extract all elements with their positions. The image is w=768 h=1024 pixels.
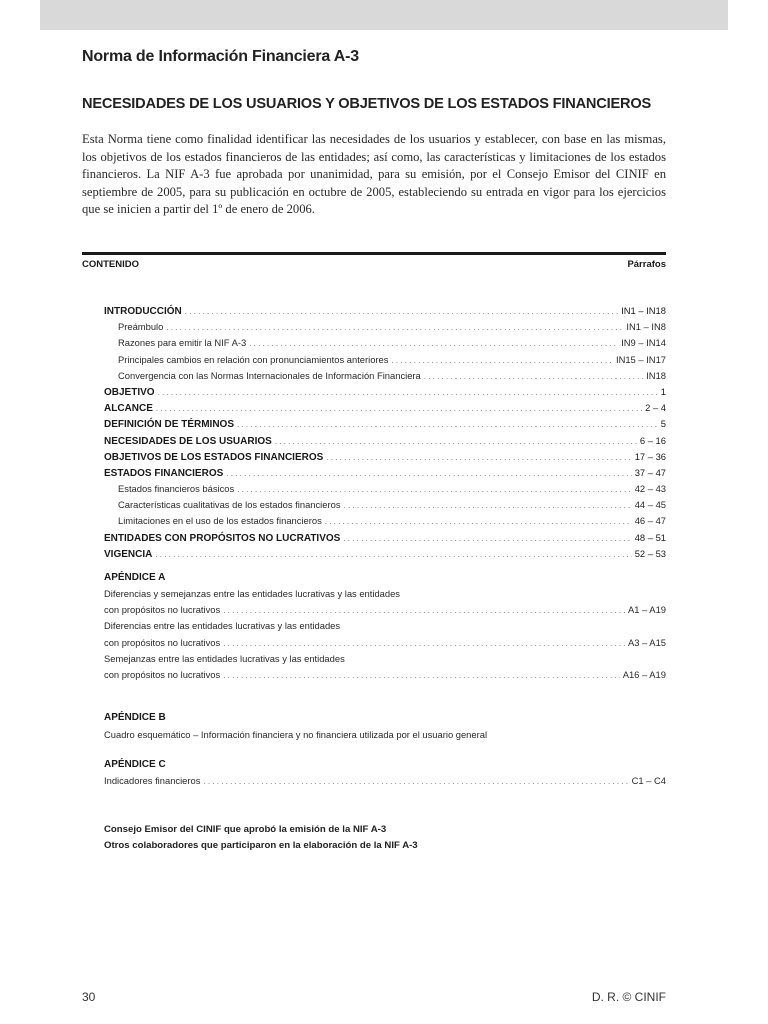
appendix-entry-label: Indicadores financieros [104,775,201,786]
appendix-entry-label: con propósitos no lucrativos [104,636,221,648]
paragraphs-label: Párrafos [627,259,666,270]
toc-label: Razones para emitir la NIF A-3 [118,337,247,349]
closing-notes [104,822,418,854]
closing-line: Otros colaboradores que participaron en la elaboración de la NIF A-3 [104,840,418,851]
toc-entry[interactable] [104,384,666,400]
toc-label: OBJETIVOS DE LOS ESTADOS FINANCIEROS [104,451,324,463]
appendix-entry[interactable] [104,667,666,683]
appendix-entry-range: A1 – A19 [627,604,666,616]
appendix-a-title: APÉNDICE A [104,572,166,583]
toc-label: Convergencia con las Normas Internacionales de Información Financiera [118,369,421,381]
appendix-entry[interactable] [104,773,666,789]
toc-entry[interactable] [104,400,666,416]
toc-entry[interactable] [104,319,666,335]
toc-label: Limitaciones en el uso de los estados financieros [118,515,322,527]
toc-label: DEFINICIÓN DE TÉRMINOS [104,419,235,431]
appendix-b-title: APÉNDICE B [104,712,166,723]
toc-range: 37 – 47 [634,466,666,478]
copyright-notice: D. R. © CINIF [591,990,666,1004]
appendix-entry-text: Semejanzas entre las entidades lucrativas y las entidades [104,652,345,664]
appendix-entry[interactable] [104,602,666,618]
toc-range: 5 [660,418,666,430]
toc-entry[interactable] [104,481,666,497]
toc-entry[interactable] [104,335,666,351]
appendix-entry-label: con propósitos no lucrativos [104,604,221,616]
appendix-entry-range: A3 – A15 [627,636,666,648]
toc-entry[interactable] [104,303,666,319]
toc-range: IN15 – IN17 [615,353,666,365]
toc-label: ENTIDADES CON PROPÓSITOS NO LUCRATIVOS [104,532,341,544]
toc-range: 46 – 47 [634,515,666,527]
toc-label: INTRODUCCIÓN [104,306,182,317]
appendix-entry-text: Diferencias entre las entidades lucrativas y las entidades [104,620,341,632]
toc-label: Características cualitativas de los estados financieros [118,499,341,511]
toc-entry[interactable] [104,546,666,562]
section-divider [82,252,666,255]
appendix-b-entries [104,727,666,743]
appendix-entry-range: C1 – C4 [631,775,666,786]
appendix-entry-range: A16 – A19 [622,668,666,680]
appendix-entry-text: Diferencias y semejanzas entre las entidades lucrativas y las entidades [104,588,400,599]
norm-title: Norma de Información Financiera A-3 [82,48,359,65]
contents-heading: CONTENIDO [82,259,139,270]
appendix-a-entries [104,586,666,683]
toc-label: VIGENCIA [104,548,153,560]
appendix-c-title: APÉNDICE C [104,759,166,770]
toc-label: ESTADOS FINANCIEROS [104,467,224,479]
toc-entry[interactable] [104,416,666,432]
appendix-c-entries [104,773,666,789]
toc-range: 48 – 51 [634,531,666,543]
toc-label: OBJETIVO [104,386,155,398]
toc-range: 44 – 45 [634,499,666,511]
toc-range: 6 – 16 [639,434,666,446]
toc-entry[interactable] [104,449,666,465]
toc-label: Estados financieros básicos [118,483,235,495]
table-of-contents [104,303,666,562]
closing-line: Consejo Emisor del CINIF que aprobó la emisión de la NIF A-3 [104,824,387,835]
top-gray-band [40,0,728,30]
toc-range: 52 – 53 [634,547,666,559]
toc-entry[interactable] [104,368,666,384]
toc-entry[interactable] [104,465,666,481]
toc-label: ALCANCE [104,403,153,415]
toc-range: IN1 – IN18 [621,305,666,316]
page-title: NECESIDADES DE LOS USUARIOS Y OBJETIVOS DE LOS ESTADOS FINANCIEROS [82,96,652,112]
toc-entry[interactable] [104,513,666,529]
toc-entry[interactable] [104,352,666,368]
appendix-b-text[interactable]: Cuadro esquemático – Información financiera y no financiera utilizada por el usuario general [104,729,488,740]
toc-range: IN9 – IN14 [621,337,666,349]
toc-entry[interactable] [104,497,666,513]
toc-range: 42 – 43 [634,483,666,495]
toc-range: IN1 – IN8 [626,321,666,333]
toc-label: Principales cambios en relación con pronunciamientos anteriores [118,353,389,365]
appendix-entry[interactable] [104,635,666,651]
contents-header [82,259,666,270]
toc-label: Preámbulo [118,321,164,333]
toc-label: NECESIDADES DE LOS USUARIOS [104,435,272,447]
toc-range: 17 – 36 [634,450,666,462]
toc-entry[interactable] [104,530,666,546]
toc-range: 1 [660,385,666,397]
intro-paragraph: Esta Norma tiene como finalidad identificar las necesidades de los usuarios y establecer, con base en las mismas, los objetivos de los estados financieros de las entidades; así como, las características y limitaciones de los estados financieros. La NIF A-3 fue aprobada por unanimidad, para su emisión, por el Consejo Emisor del CINIF en septiembre de 2005, para su publicación en octubre de 2005, estableciendo su entrada en vigor para los ejercicios que se inicien a partir del 1º de enero de 2006. [82,132,666,216]
page-number: 30 [82,990,96,1004]
toc-range: IN18 [646,369,666,381]
toc-entry[interactable] [104,433,666,449]
appendix-entry-label: con propósitos no lucrativos [104,668,221,680]
toc-range: 2 – 4 [645,402,666,414]
